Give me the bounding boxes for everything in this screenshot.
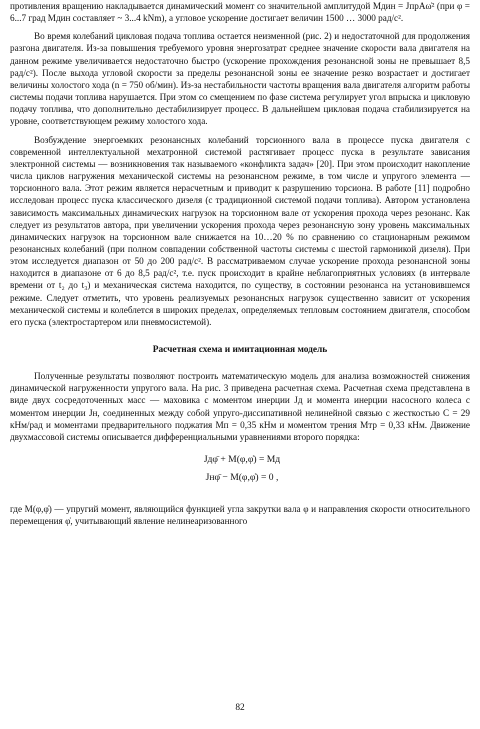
paragraph-continuation: противления вращению накладывается динамический момент со значительной амплитудой Mдин = JпрAω̇² (при φ = 6...7 град Mдин составляет ~ 3...4 kNm), а угловое ускорение достигает величин 1500 … 3000 рад/с². bbox=[10, 1, 470, 24]
equation-1: Jдφ̈ + M(φ,φ̇) = Mд bbox=[203, 454, 281, 465]
equation-2: Jнφ̈ − M(φ,φ̇) = 0 , bbox=[205, 472, 279, 483]
paragraph-resonance: Возбуждение энергоемких резонансных колебаний торсионного вала в процессе пуска двигателя с современной интеллектуальной мехатронной системой растягивает процесс пуска в результате зависания электронной системы — возникновения так называемого «конфликта задач» [20]. При этом происходит накопление числа циклов нагружения механической системы на резонансном режиме, в том числе и упругого элемента — торсионного вала. Этот режим является нерасчетным и приводит к разрушению торсиона. В работе [11] подробно исследован процесс пуска классического дизеля (с традиционной системой подачи топлива). Автором установлена зависимость максимальных динамических нагрузок на торсионном вале от ускорения прохода через резонанс. Как следует из результатов автора, при увеличении ускорения прохода через резонансную зону уровень максимальных динамических нагрузок на торсионном вале снижается на 10…20 % по сравнению со стационарным режимом резонансных колебаний (при полном совпадении собственной частоты системы с шестой гармоникой дизеля). При этом исследуется диапазон от 50 до 200 рад/с². В рассматриваемом случае ускорение прохода резонансной зоны находится в диапазоне от 6 до 8,5 рад/с², т.е. пуск происходит в крайне неблагоприятных условиях (в интервале времени от t₂ до t₃) и механическая система находится, по существу, в состоянии резонанса на установившемся режиме. Следует отметить, что уровень реализуемых резонансных нагрузок существенно зависит от ускорения механической системы и колеблется в широких пределах, определяемых тепловым состоянием двигателя, способом его пуска (электростартером или пневмосистемой). bbox=[10, 134, 470, 327]
paragraph-fuel-feed: Во время колебаний цикловая подача топлива остается неизменной (рис. 2) и недостаточной для продолжения разгона двигателя. Из-за повышения требуемого уровня энергозатрат среднее значение скорости вала двигателя на данном режиме увеличивается недостаточно быстро (ускорение прохождения резонансной зоны не превышает 8,5 рад/с²). После выхода угловой скорости за пределы резонансной зоны ее значение резко возрастает и достигает величины холостого хода (n = 750 об/мин). Из-за нестабильности частоты вращения вала двигателя алгоритм работы системы подачи топлива нарушается. При этом со смещением по фазе система регулирует угол впрыска и цикловую подачу топлива, что дополнительно дестабилизирует процесс. В дальнейшем цикловая подача стабилизируется на уровне, соответствующем режиму холостого хода. bbox=[10, 31, 470, 127]
paragraph-where: где M(φ,φ̇) — упругий момент, являющийся функцией угла закрутки вала φ и направления скорости относительного перемещения φ̇, учитывающий явление нелинеаризованного bbox=[10, 504, 470, 527]
equation-block bbox=[10, 451, 470, 487]
section-heading: Расчетная схема и имитационная модель bbox=[152, 345, 328, 356]
document-page bbox=[10, 0, 470, 729]
page-number: 82 bbox=[235, 703, 245, 713]
paragraph-model: Полученные результаты позволяют построить математическую модель для анализа возможностей снижения динамической нагруженности упругого вала. На рис. 3 приведена расчетная схема. Расчетная схема представлена в виде двух сосредоточенных масс — маховика с моментом инерции Jд и момента инерции насосного колеса с моментом инерции Jн, соединенных между собой упруго-диссипативной нелинейной связью с жесткостью C = 29 кНм/рад и моментами предварительного поджатия Mп = 0,35 кНм и моментом трения Mтр = 0,33 кНм. Движение двухмассовой системы описывается дифференциальными уравнениями второго порядка: bbox=[10, 371, 470, 442]
